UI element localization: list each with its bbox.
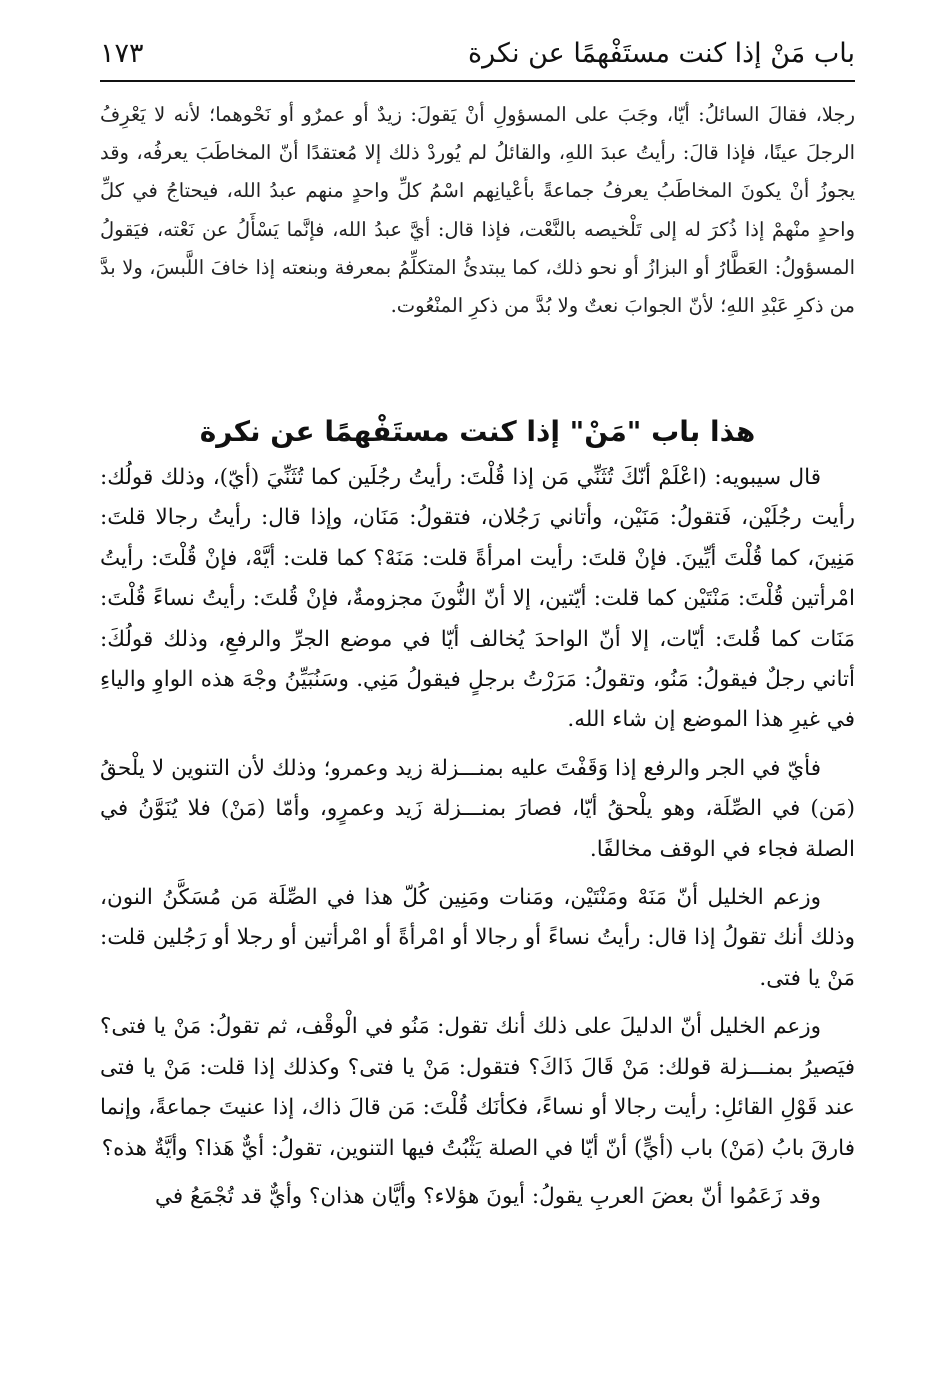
- paragraph: فأيّ في الجر والرفع إذا وَقَفْتَ عليه بمنـــزلة زيد وعمرو؛ وذلك لأن التنوين لا يلْحقُ (مَن) في الصِّلَة، وهو يلْحقُ أيّا، فصارَ بمنـــزلة زَيد وعمرٍو، وأمّا (مَنْ) فلا يُنَوَّنُ في الصلة فجاء في الوقف مخالفًا.: [100, 755, 855, 862]
- section-heading: هذا باب "مَنْ" إذا كنت مستَفْهمًا عن نكرة: [199, 415, 756, 448]
- running-title: باب مَنْ إذا كنت مستَفْهمًا عن نكرة: [468, 38, 855, 69]
- page-header: [100, 30, 855, 82]
- body-text: [100, 458, 855, 1225]
- paragraph: وزعم الخليل أنّ الدليلَ على ذلك أنك تقول: مَنُو في الْوقْف، ثم تقولُ: مَنْ يا فتى؟ فيَصيرُ بمنـــزلة قولك: مَنْ قَالَ ذَاكَ؟ فتقول: مَنْ يا فتى؟ وكذلك إذا قلت: مَنْ يا فتى عند قَوْلِ القائلِ: رأيت رجالا أو نساءً، فكأنَك قُلْتَ: مَن قالَ ذاك، إذا عنيتَ جماعةً، وإنما فارقَ بابُ (مَنْ) باب (أيٍّ) أنّ أيّا في الصلة يَثْبُتُ فيها التنوين، تقولُ: أيٌّ هَذا؟ وأيَّةٌ هذه؟: [100, 1014, 855, 1161]
- page-number: ١٧٣: [100, 38, 144, 69]
- paragraph: وزعم الخليل أنّ مَنَهْ ومَنْتَيْن، ومَنات ومَنِين كُلّ هذا في الصِّلَة مَن مُسَكَّنُ النون، وذلك أنك تقولُ إذا قال: رأيتُ نساءً أو رجالا أو امْرأةً أو امْرأتين أو رجلا أو رَجُلين قلت: مَنْ يا فتى.: [100, 885, 855, 991]
- paragraph: وقد زَعَمُوا أنّ بعضَ العربِ يقولُ: أيونَ هؤلاء؟ وأيَّان هذان؟ وأيٌّ قد تُجْمَعُ في: [154, 1183, 821, 1209]
- paragraph: قال سيبويه: (اعْلَمْ أنّكَ تُثَنِّي مَن إذا قُلْتَ: رأيتُ رجُلَين كما تُثَنِّيَ (أيّ)، وذلك قولُك: رأيت رجُلَيْن، فَتقولُ: مَنَيْن، وأتاني رَجُلان، فتقولُ: مَنَان، وإذا قال: رأيتُ رجالا قلتَ: مَنِينَ، كما قُلْتَ أيِّينَ. فإنْ قلتَ: رأيت امرأةً قلت: مَنَهْ؟ كما قلت: أيَّهْ، فإنْ قُلْتَ: رأيتُ امْرأتين قُلْتَ: مَنْتَيْن كما قلت: أيّتين، إلا أنّ النُّونَ مجزومةٌ، فإنْ قُلتَ: رأيتُ نساءً قُلْتَ: مَنَات كما قُلتَ: أيّات، إلا أنّ الواحدَ يُخالف أيّا في موضع الجرِّ والرفعِ، وذلك قولُكَ: أتاني رجلٌ فيقولُ: مَنُو، وتقولُ: مَرَرْتُ برجلٍ فيقولُ مَنِي. وسَنُبَيِّنُ وجْهَ هذه الواوِ والياءِ في غيرِ هذا الموضع إن شاء الله.: [100, 465, 855, 733]
- intro-paragraph: رجلا، فقالَ السائلُ: أيّا، وجَبَ على المسؤولِ أنْ يَقولَ: زيدٌ أو عمرٌو أو نَحْوهما؛ لأنه لا يَعْرِفُ الرجلَ عينًا، فإذا قالَ: رأيتُ عبدَ اللهِ، والقائلُ لم يُوردْ ذلك إلا مُعتقدًا أنّ المخاطَبَ يعرفُه، وقد يجوزُ أنْ يكونَ المخاطَبُ يعرفُ جماعةً بأعْيانِهم اسْمُ كلِّ واحدٍ منهم عبدُ الله، فيحتاجُ في كلِّ واحدٍ منْهمْ إذا ذُكرَ له إلى تَلْخيصه بالنَّعْت، فإذا قال: أيَّ عبدُ الله، فإنَّما يَسْأَلُ عن نَعْته، فيَقولُ المسؤولُ: العَطَّارُ أو البزازُ أو نحو ذلك، كما يبتدئُ المتكلِّمُ بمعرفة وبنعته إذا خافَ اللَّبسَ، ولا بدَّ من ذكرِ عَبْدِ اللهِ؛ لأنّ الجوابَ نعتٌ ولا بُدَّ من ذكرِ المنْعُوت.: [100, 103, 855, 318]
